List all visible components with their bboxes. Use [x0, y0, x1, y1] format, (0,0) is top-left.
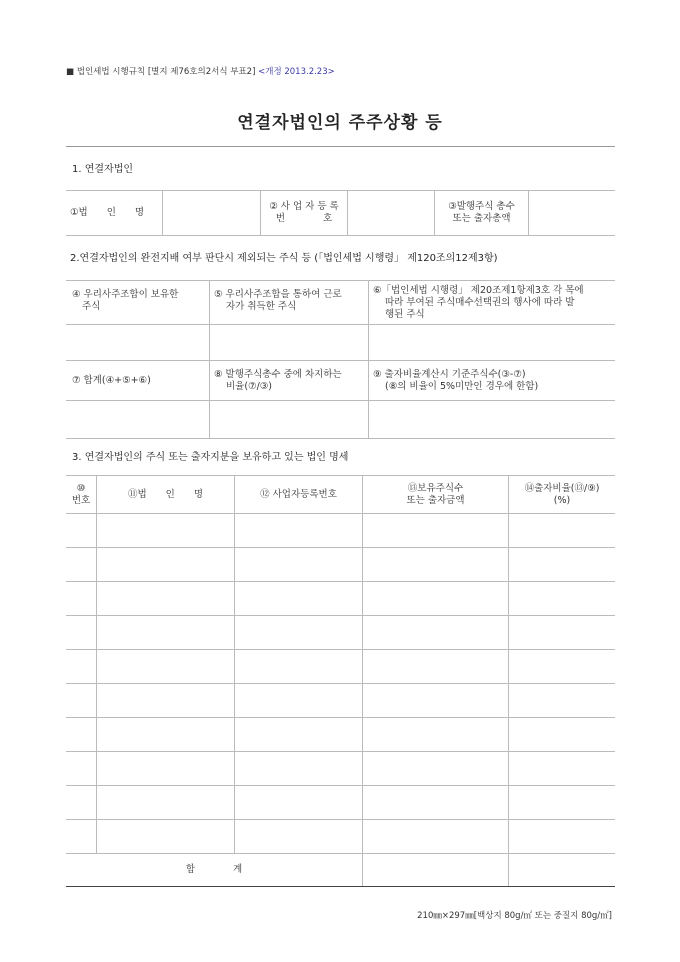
top-rule	[66, 146, 615, 147]
page-title: 연결자법인의 주주상황 등	[237, 113, 443, 133]
col14-header	[509, 476, 616, 514]
row-corp-name-cell[interactable]	[97, 514, 235, 548]
biz-reg-value[interactable]	[348, 191, 435, 236]
table-row	[66, 514, 615, 548]
col7-header	[66, 361, 210, 401]
table-row	[66, 616, 615, 650]
col11-label: ⑪법 인 명	[127, 488, 204, 500]
row-shares-cell[interactable]	[363, 548, 509, 582]
section3-rows	[66, 514, 615, 854]
row-corp-name-cell[interactable]	[97, 616, 235, 650]
row-ratio-cell[interactable]	[509, 616, 616, 650]
col5-line1: ⑤ 우리사주조합을 통하여 근로	[214, 289, 342, 300]
row-corp-name-cell[interactable]	[97, 752, 235, 786]
row-ratio-cell[interactable]	[509, 684, 616, 718]
row-biz-reg-cell[interactable]	[235, 548, 363, 582]
row-ratio-cell[interactable]	[509, 718, 616, 752]
row-ratio-cell[interactable]	[509, 548, 616, 582]
col8-line1: ⑧ 발행주식총수 중에 차지하는	[214, 368, 342, 380]
section3-table	[66, 475, 615, 887]
row-shares-cell[interactable]	[363, 582, 509, 616]
row-number-cell[interactable]	[66, 616, 97, 650]
section1-table	[66, 190, 615, 236]
biz-reg-label-cell	[261, 191, 348, 236]
biz-reg-label-line2: 번 호	[275, 213, 333, 224]
row-number-cell[interactable]	[66, 786, 97, 820]
row-ratio-cell[interactable]	[509, 752, 616, 786]
col7-value[interactable]	[66, 401, 210, 439]
row-number-cell[interactable]	[66, 514, 97, 548]
col6-header	[369, 281, 616, 325]
col5-line2: 자가 취득한 주식	[226, 301, 297, 312]
col14-line1: ⑭출자비율(⑬/⑨)	[524, 482, 600, 494]
row-shares-cell[interactable]	[363, 514, 509, 548]
total-ratio-value[interactable]	[509, 854, 616, 887]
row-ratio-cell[interactable]	[509, 514, 616, 548]
row-biz-reg-cell[interactable]	[235, 786, 363, 820]
table-row	[66, 786, 615, 820]
row-corp-name-cell[interactable]	[97, 650, 235, 684]
col5-header	[210, 281, 369, 325]
col12-header	[235, 476, 363, 514]
row-corp-name-cell[interactable]	[97, 684, 235, 718]
total-label: 합 계	[185, 864, 243, 875]
table-row	[66, 752, 615, 786]
row-number-cell[interactable]	[66, 582, 97, 616]
table-row	[66, 718, 615, 752]
col11-header	[97, 476, 235, 514]
row-biz-reg-cell[interactable]	[235, 650, 363, 684]
row-ratio-cell[interactable]	[509, 650, 616, 684]
col4-line1: ④ 우리사주조합이 보유한	[72, 289, 179, 300]
row-shares-cell[interactable]	[363, 718, 509, 752]
row-biz-reg-cell[interactable]	[235, 752, 363, 786]
row-shares-cell[interactable]	[363, 650, 509, 684]
section2-table	[66, 280, 615, 439]
revision-date: <개정 2013.2.23>	[258, 67, 335, 77]
col5-value[interactable]	[210, 325, 369, 361]
col8-header	[210, 361, 369, 401]
shares-label-cell	[435, 191, 529, 236]
row-number-cell[interactable]	[66, 684, 97, 718]
row-number-cell[interactable]	[66, 820, 97, 854]
corp-name-label: ①법 인 명	[70, 207, 145, 218]
paper-spec: 210㎜×297㎜[백상지 80g/㎡ 또는 중질지 80g/㎡]	[417, 911, 612, 921]
row-biz-reg-cell[interactable]	[235, 616, 363, 650]
col4-line2: 주식	[82, 301, 101, 312]
col10-header	[66, 476, 97, 514]
row-corp-name-cell[interactable]	[97, 718, 235, 752]
col8-line2: 비율(⑦/③)	[226, 380, 273, 392]
col12-label: ⑫ 사업자등록번호	[260, 488, 337, 500]
col9-value[interactable]	[369, 401, 616, 439]
row-biz-reg-cell[interactable]	[235, 582, 363, 616]
section2-heading: 2.연결자법인의 완전지배 여부 판단시 제외되는 주식 등 (「법인세법 시행령」 제120조의12제3항)	[70, 253, 498, 264]
table-row	[66, 684, 615, 718]
row-biz-reg-cell[interactable]	[235, 514, 363, 548]
col9-line1: ⑨ 출자비율계산시 기준주식수(③-⑦)	[373, 368, 526, 380]
col8-value[interactable]	[210, 401, 369, 439]
table-row	[66, 650, 615, 684]
col7-label: ⑦ 합계(④+⑤+⑥)	[72, 374, 151, 386]
col14-line2: (%)	[553, 494, 571, 506]
row-ratio-cell[interactable]	[509, 582, 616, 616]
col13-line2: 또는 출자금액	[406, 494, 465, 506]
shares-label-line2: 또는 출자총액	[452, 213, 511, 224]
row-shares-cell[interactable]	[363, 616, 509, 650]
col9-header	[369, 361, 616, 401]
row-shares-cell[interactable]	[363, 786, 509, 820]
col10-line1: ⑩	[76, 482, 86, 494]
table-row	[66, 582, 615, 616]
section3-heading: 3. 연결자법인의 주식 또는 출자지분을 보유하고 있는 법인 명세	[72, 452, 349, 463]
row-corp-name-cell[interactable]	[97, 820, 235, 854]
row-number-cell[interactable]	[66, 752, 97, 786]
row-shares-cell[interactable]	[363, 820, 509, 854]
row-corp-name-cell[interactable]	[97, 786, 235, 820]
row-shares-cell[interactable]	[363, 752, 509, 786]
col9-line2: (⑧의 비율이 5%미만인 경우에 한함)	[385, 380, 539, 392]
total-amount-value[interactable]	[363, 854, 509, 887]
col13-header	[363, 476, 509, 514]
row-biz-reg-cell[interactable]	[235, 820, 363, 854]
col6-line1: ⑥「법인세법 시행령」 제20조제1항제3호 각 목에	[373, 285, 584, 296]
biz-reg-label-line1: ② 사 업 자 등 록	[269, 201, 339, 212]
table-row	[66, 548, 615, 582]
corp-name-label-cell	[66, 191, 163, 236]
row-number-cell[interactable]	[66, 650, 97, 684]
row-corp-name-cell[interactable]	[97, 548, 235, 582]
row-ratio-cell[interactable]	[509, 786, 616, 820]
col4-header	[66, 281, 210, 325]
form-reference	[66, 66, 335, 79]
col13-line1: ⑬보유주식수	[407, 482, 464, 494]
shares-label-line1: ③발행주식 총수	[448, 201, 515, 212]
total-label-cell	[66, 854, 363, 887]
section1-heading: 1. 연결자법인	[72, 164, 134, 175]
col4-value[interactable]	[66, 325, 210, 361]
col6-line3: 행된 주식	[385, 309, 425, 320]
row-corp-name-cell[interactable]	[97, 582, 235, 616]
row-ratio-cell[interactable]	[509, 820, 616, 854]
row-biz-reg-cell[interactable]	[235, 684, 363, 718]
row-shares-cell[interactable]	[363, 684, 509, 718]
shares-value[interactable]	[529, 191, 616, 236]
table-row	[66, 820, 615, 854]
col10-line2: 번호	[71, 494, 91, 506]
row-biz-reg-cell[interactable]	[235, 718, 363, 752]
col6-value[interactable]	[369, 325, 616, 361]
form-reference-text: ■ 법인세법 시행규칙 [별지 제76호의2서식 부표2]	[66, 67, 256, 77]
col6-line2: 따라 부여된 주식매수선택권의 행사에 따라 발	[385, 297, 575, 308]
row-number-cell[interactable]	[66, 718, 97, 752]
row-number-cell[interactable]	[66, 548, 97, 582]
corp-name-value[interactable]	[163, 191, 261, 236]
